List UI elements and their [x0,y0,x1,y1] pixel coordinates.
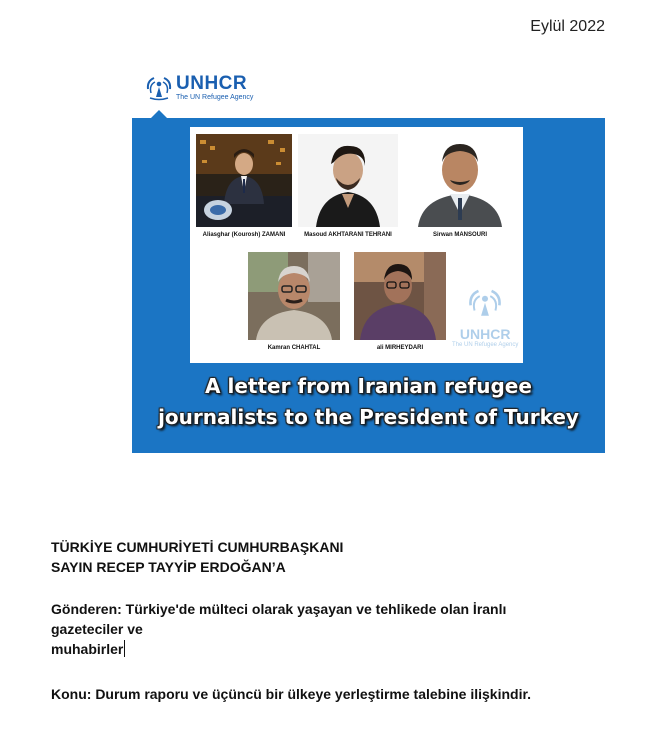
photo-caption-4: Kamran CHAHTAL [267,345,321,351]
photo-caption-2: Masoud AKHTARANI TEHRANI [304,232,392,238]
photo-caption-1: Aliasghar (Kourosh) ZAMANI [202,232,286,238]
text-cursor [124,640,125,657]
photo-caption-5: ali MIRHEYDARI [376,345,424,351]
unhcr-logo [145,74,253,101]
logo-tagline: The UN Refugee Agency [176,94,254,101]
sender-line-1: Gönderen: Türkiye'de mülteci olarak yaşayan ve tehlikede olan İranlı [51,601,507,617]
sender-block [51,599,506,659]
sender-line-3: muhabirler [51,641,124,657]
banner-title-line-2: journalists to the President of Turkey [158,405,579,429]
unhcr-watermark [452,287,518,348]
watermark-tagline: The UN Refugee Agency [452,342,519,348]
logo-name: UNHCR [176,73,248,94]
letter-banner [132,118,605,453]
photo-caption-3: Sirwan MANSOURI [432,232,487,238]
addressee-block [51,537,343,577]
journalist-photo-5 [354,252,446,340]
journalist-photo-2 [298,134,398,227]
journalist-photo-1 [196,134,292,227]
addressee-line-2: SAYIN RECEP TAYYİP ERDOĞAN’A [51,559,286,575]
unhcr-emblem-icon [145,75,173,101]
watermark-name: UNHCR [459,326,511,342]
banner-title-line-1: A letter from Iranian refugee [205,374,532,398]
banner-title [132,371,605,433]
addressee-line-1: TÜRKİYE CUMHURİYETİ CUMHURBAŞKANI [51,539,344,555]
unhcr-watermark-emblem-icon [465,287,505,321]
document-date: Eylül 2022 [530,18,605,35]
sender-line-2: gazeteciler ve [51,621,143,637]
sender-line-3-row[interactable] [51,639,506,659]
journalist-photo-4 [248,252,340,340]
journalist-photo-collage [190,127,523,363]
subject-line: Konu: Durum raporu ve üçüncü bir ülkeye yerleştirme talebine ilişkindir. [51,686,532,702]
journalist-photo-3 [404,134,516,227]
